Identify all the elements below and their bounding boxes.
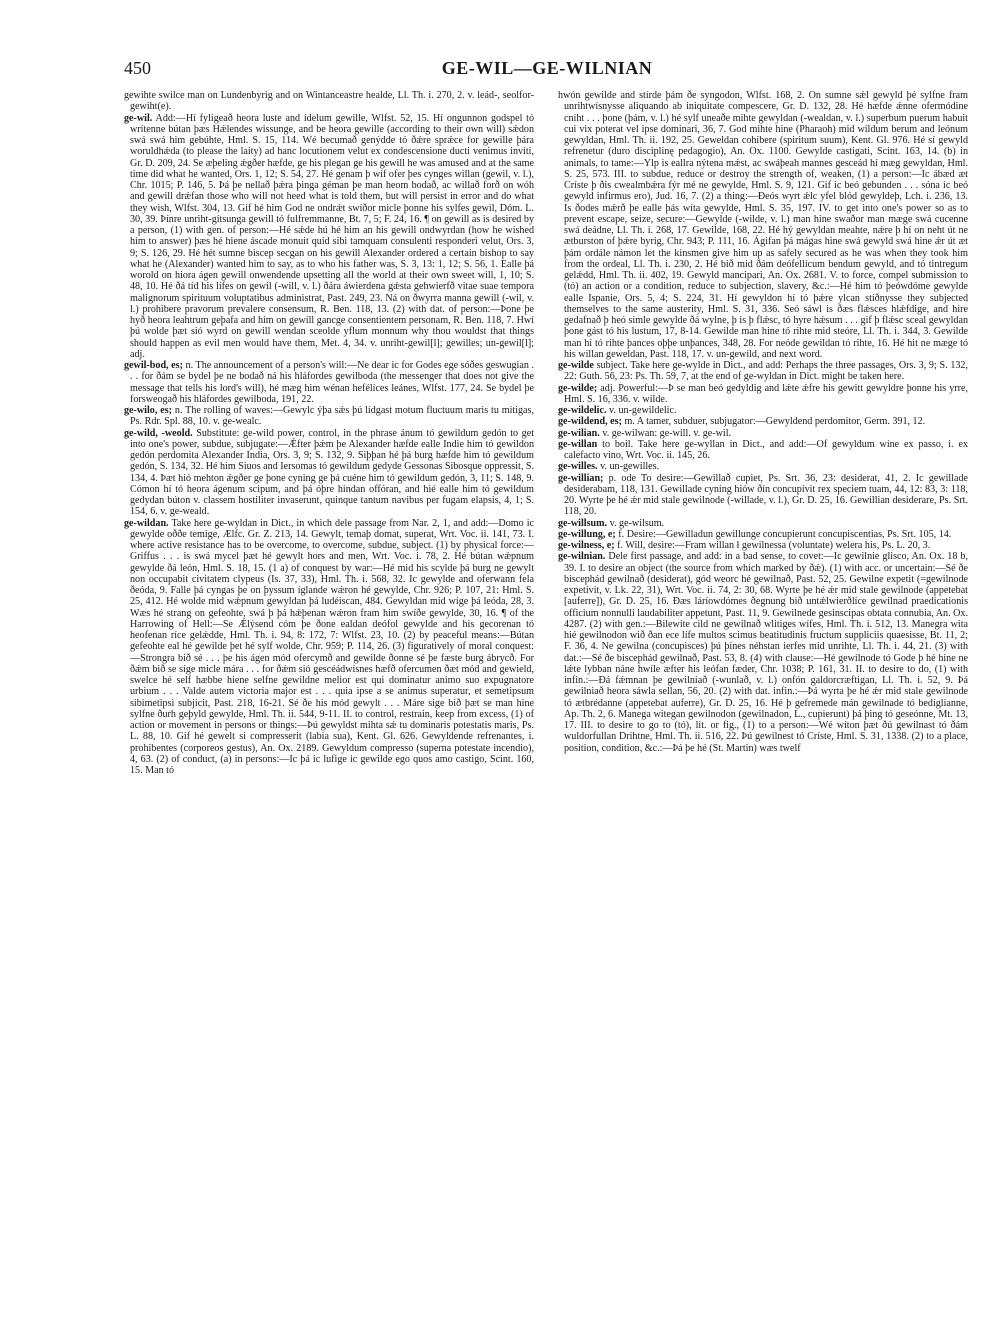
entry-text: adj. Powerful:—Þ se man beó gedyldig and lǽte ǽfre his gewitt gewyldre þonne his yrre, Hml. S. 16, 336. v. wilde. xyxy=(564,382,968,405)
dictionary-entry xyxy=(558,405,968,416)
entry-text: Take here ge-wyldan in Dict., in which dele passage from Nar. 2, 1, and add:—Domo ic gewylde oððe temige, Ælfc. Gr. Z. 213, 14. Gewylt, temaþ domat, superat, Wrt. Voc. ii. 141, 73. I. where active resistance has to be overcome, to overcome, subdue, subject. (1) by physical force:—Griffus . . . is swá mycel þæt hé gewylt hors and men, Wrt. Voc. i. 78, 2. Hé bútan wǽpnum gewylde ðá león, Hml. S. 18, 15. (1 a) of conquest by war:—Hé mid his scylde þá burg ne gewylt non occupabit civitatem clypeus (Is. 37, 33), Hml. Th. i. 568, 32. Ic gewylde and oferwann fela ðeóda, 9. Falle þá cyngas þe on þyssum íglande wǽron hé gewylde, Chr. 926; P. 107, 21: Hml. S. 25, 412. Hé wolde mid wǽpnum gewyldan þá ludéiscan, 484. Gewyldan mid wíge þá leóda, 28, 3. Wæs hé strang on gefeohte, swá þ þá hǽþenan wǽron fram him swíðe gewylde, 30, 16. ¶ of the Harrowing of Hell:—Se Ǽlýsend cóm þe ðone ealdan deófol gewylde and his gecorenan tó heofenan ríce gelǽdde, Hml. Th. i. 94, 8: 172, 7: Wlfst. 23, 10. (2) by peaceful means:—Bútan gefeohte eal hé gewilde þet hé sylf wolde, Chr. 959; P. 114, 26. (3) figuratively of moral conquest:—Strongra bið sé . . . þe his ágen mód ofercymð and gewilde ðonne sé þe fæste burg ábrycð. For ðǽm bið se síge micle mára . . . for ðǽm sió gescéádwísnes hæfð ofercumen ðæt mód and gewield, swelce hé self hæbbe hiene selfne gewildne melior est qui dominatur animo suo expugnatore urbium . . . Valde autem victoria major est . . . quia ipse a se animus superatur, et semetipsum sibimetipsi subjicit, Past. 218, 16-21. Sé ðe his mód gewylt . . . Máre sige bið þæt se man hine sylfne ðurh geþyld gewylde, Hml. Th. ii. 544, 9-11. II. to control, restrain, keep from excess, (1) of action or movement in persons or things:—Þú gewyldst mihta sǽ tu dominaris potestatis maris, Ps. L. 88, 10. Gif hé gewelt si compresserit (labia sua), Kent. Gl. 626. Gewyldende refrenantes, i. prohibentes (corporeos gestus), An. Ox. 2189. Gewyldum compresso (superna potestate incendio), 4, 63. (2) of conduct, (a) in persons:—Ic þá ic lufige ic gewilde ego quos amo castigo, Scint. 160, 15. Man tó xyxy=(130,517,534,776)
entry-text: v. un-gewildelic. xyxy=(609,405,677,416)
entry-headword: ge-willian; xyxy=(558,472,604,484)
dictionary-entry xyxy=(124,90,534,113)
entry-headword: ge-willan xyxy=(558,438,598,450)
entry-text: n. The rolling of waves:—Gewylc ýþa sǽs þú lídgast motum fluctuum maris tu mitigas, Ps. Rdr. Spl. 88, 10. v. ge-wealc. xyxy=(130,405,534,428)
dictionary-entry xyxy=(558,439,968,462)
entry-headword: ge-willung, e; xyxy=(558,528,616,540)
entry-headword: ge-willsum. xyxy=(558,517,608,529)
entry-headword: ge-wild, -weold. xyxy=(124,427,193,439)
dictionary-entry xyxy=(124,428,534,518)
entry-text: f. Desire:—Gewilladun gewillunge concupierunt concupiscentias, Ps. Srt. 105, 14. xyxy=(618,528,952,540)
page-number: 450 xyxy=(124,58,151,78)
entry-headword: gewil-bod, es; xyxy=(124,360,183,371)
entry-headword: ge-wilde; xyxy=(558,382,598,394)
dictionary-entry xyxy=(558,461,968,472)
entry-text: Substitute: ge-wild power, control, in the phrase ánum tó gewildum gedón to get into one's power, subdue, subjugate:—Ǽfter þǽm þe Alexander hæfde ealle Indie him tó gewildon gedón perdomita Alexander India, Ors. 3, 9; S. 132, 9. Siþþan hé þá burg hæfde him tó gewildum gedón, S. 134, 32. Hé him Siuos and Iersomas tó gewildum gedyde Gessonas Sibosque oppressit, S. 134, 4. Þæt hió mehton ǽgðer ge þone cyning ge þá cuéne him tó gewildum gedón, 3, 11; S. 148, 9. Cómon hí tó heora ágenum scipum, and þá óþre hindan offóran, and hié ealle him tó gewildum gedydan búton v. classem hostiliter invaserunt, quinque tantum navibus per fugam elapsis, 4, 1; S. 154, 6. v. ge-weald. xyxy=(130,427,534,518)
dictionary-entry xyxy=(558,529,968,540)
entry-text: v. ge-wilsum. xyxy=(609,517,665,529)
running-head: GE-WIL—GE-WILNIAN xyxy=(441,58,653,78)
entry-headword: ge-wildelic. xyxy=(558,405,607,416)
page-header xyxy=(124,58,970,84)
dictionary-entry xyxy=(558,428,968,439)
dictionary-entry xyxy=(124,405,534,428)
entry-headword: ge-willes. xyxy=(558,461,598,473)
right-column xyxy=(558,90,968,1260)
entry-text: v. un-gewilles. xyxy=(600,461,660,473)
entry-text: n. The announcement of a person's will:—Ne dear ic for Godes ege sóðes geswugian . . . for ðám se bydel þe ne bodað ná his hláfordes gewilboda (the messenger that does not give the message that tells his lord's will), hé mæg him wénan hefélíces leánes, Wlfst. 177, 24. Se bydel þe forsweogað his hláfordes gewilboda, 191, 22. xyxy=(130,360,534,405)
entry-headword: ge-wildan. xyxy=(124,517,169,529)
entry-headword: ge-wilness, e; xyxy=(558,540,615,551)
dictionary-entry xyxy=(124,360,534,405)
entry-headword: ge-wilnian. xyxy=(558,551,606,563)
entry-text: p. ode To desire:—Gewillað cupiet, Ps. Srt. 36, 23: desiderat, 41, 2. Ic gewillade desiderabam, 118, 131. Gewillade cyning hiów ðín concupivit rex speciem tuam, 44, 12: 83, 3: 118, 20. Wyrte þe hé ǽr mid stale gewilnode (-willade, v. l.), Gr. D. 25, 16. Gewillian desiderare, Ps. Srt. 118, 20. xyxy=(564,472,968,518)
entry-text: subject. Take here ge-wylde in Dict., and add: Perhaps the three passages, Ors. 3, 9; S. 132, 22: Guth. 56, 23: Ps. Th. 59, 7, at the end of ge-wyldan in Dict. might be taken here. xyxy=(564,360,968,383)
dictionary-entry xyxy=(558,540,968,551)
entry-headword: ge-wildend, es; xyxy=(558,416,622,428)
entry-headword: ge-wilde xyxy=(558,360,594,371)
entry-headword: ge-wilo, es; xyxy=(124,405,173,416)
dictionary-entry xyxy=(558,416,968,427)
dictionary-entry xyxy=(558,518,968,529)
dictionary-entry xyxy=(124,113,534,361)
entry-text: to boil. Take here ge-wyllan in Dict., and add:—Of gewyldum wíne ex passo, i. ex calefacto vino, Wrt. Voc. ii. 145, 26. xyxy=(564,438,968,461)
dictionary-entry xyxy=(558,90,968,360)
dictionary-entry xyxy=(558,383,968,406)
dictionary-entry xyxy=(558,473,968,518)
entry-text: hwón gewilde and stírde þám ðe syngodon, Wlfst. 168, 2. On sumne sǽl gewyld þé sylfne fram unrihtwísnysse aliquando ab iniquitate compescere, Gr. D. 132, 28. Hé hæfde ǽnne ofermódine cniht . . . þone (þám, v. l.) hé sylf uneaðe mihte gewyldan (-wealdan, v. l.) superbum puerum habuit cui vix poterat vel ipse dominari, 36, 7. God mihte hine (Pharaoh) mid wildum berum and leónum gewyldan, Hml. Th. ii. 192, 25. Geweldan cohibere (spiritum suum), Kent. Gl. 976. Hé sí gewyld refrenetur (duro disciplinę pedagogio), An. Ox. 1100. Gewylde castigati, Scint. 163, 14. (b) in animals, to tame:—Ylp is eallra nýtena mǽst, ac swáþeah mannes gesceád hí mæg gewyldan, Hml. S. 25, 573. III. to subdue, reduce or destroy the strength of, weaken, (1) a person:—Ic ábæd æt Críste þ ðis cwealmbǽra fýr mé ne gewylde, Hml. S. 9, 121. Gif ic beó gebunden . . . sóna ic beó gewyld infirmus ero), Jud. 16, 7. (2) a thing:—Ðeós wyrt ǽlc yfel blód gewyldeþ, Lch. i. 236, 13. Is ðodes mǽrð þe ealle þás wíta gewylde, Hml. S. 35, 197. IV. to get into one's power so as to prevent escape, seize, secure:—Gewylde (-wilde, v. l.) man hine swaðor man mæge swá cucenne swá deádne, Ll. Th. i. 268, 17. Gewilde, 168, 22. Hé hý gewyldan meahte, nǽre þ hí on neht út ne ætburston of þǽre byrig, Chr. 943; P. 111, 16. Ágifan þá mágas hine swá gewyld swá hine ǽr út æt þám ordále námon let the kinsmen give him up as safely secured as he was when they took him from the ordeal, Ll. Th. i. 230, 2. Hé bið mid ðám deófellícum bendum gewyld, and tó tintregum gelǽdd, Hml. Th. ii. 402, 19. Gewyld mancipari, An. Ox. 2681. V. to force, compel submission to (tó) an action or a condition, reduce to subjection, slavery, &c.:—Hé him tó þeówdóme gewylde ealle Ispanie, Ors. 5, 4; S. 224, 31. Hí gewyldon hí tó þǽre ylcan stíðnysse they subjected themselves to the same austerity, Hml. S. 31, 336. Seó sáwl is ðæs flǽsces hlǽfdige, and hire gedafnað þ heó simle gewylde ðá wylne, þ is þ flǽsc, tó hyre hǽsum . . . gif þ flǽsc sceal gewyldan þone gást tó his lustum, 17, 8-14. Gewilde man hine tó rihte mid steóre, Ll. Th. i. 344, 3. Gewilde man hí tó rihte þances oþþe unþances, 348, 28. For neóde gewildan tó rihte, 16. Hé hit ne mæge tó his willan geweldan, Past. 118, 17. v. un-gewild, and next word. xyxy=(558,90,968,360)
entry-text: gewihte swilce man on Lundenbyrig and on Wintanceastre healde, Ll. Th. i. 270, 2. v. leád-, seolfor-gewiht(e). xyxy=(124,90,534,113)
entry-text: v. ge-wilwan: ge-will. v. ge-wil. xyxy=(602,427,732,439)
entry-text: Add:—Hí fyligeað heora luste and ídelum gewille, Wlfst. 52, 15. Hí ongunnon godspel tó wrítenne bútan þæs Hǽlendes wissunge, and be heora gewille (according to their own will) sǽdon swá swá him gebúhte, Hml. S. 15, 114. Wé becumað genýdde tó ðǽre sprǽce for gewille þára woruldhǽda (to please the laity) ad hanc locutionem velut ex condescensione ducti venimus inviti, Gr. D. 209, 24. Se æþeling ǽgðer hæfde, ge his plegan ge his gewill he was amused and at the same time did what he wanted, Ors. 1, 12; S. 54, 27. Hé genam þ wíf ofer þes cynges willan (gewil, v. l.), Chr. 1015; P. 146, 5. Þá þe nellað þǽra þinga géman þe man heom bodað, ac willað forð on wóh and gewill drǽfan those who will not heed what is told them, but will persist in error and do what they wish, Wlfst. 304, 13. Gif hé him God ne ondrǽt swíðor micle þonne his sylfes gewil, Dóm. L. 30, 39. Þínre unriht-gítsunga gewill tó fulfremmanne, Bt. 7, 5; F. 24, 16. ¶ on gewill as is desired by a person, (1) with gen. of person:—Hé sǽde hú hé him an his gewill ondwyrdan (how he wished him to answer) þæs hé hiene áscade monuit quid sibi tamquam consulenti responderi velut, Ors. 3, 9; S. 126, 29. Hé hét sumne biscep secgan on his gewill Alexander ordered a certain bishop to say what he (Alexander) wanted him to say, as to who his father was, S. 3, 13: 1, 12; S. 56, 1. Ealle þá worold on hiora ágen gewill onwendende upsetting all the world at their own sweet will, 1, 10; S. 48, 10. Hé ðá tíd his lífes on gewil (-will, v. l.) ðára áwierdena gǽsta gehwierfð vitae suae tempora malignorum spirituum voluptatibus administrat, Past. 249, 23. Ná on ðwyrra manna gewill (-wil, v. l.) prohibere pravorum prevalere consensum, R. Ben. 118, 13. (2) with dat. of person:—Þone þe hyð heora leahtrum geþafa and him on gewill gancge consentientem personam, R. Ben. 118, 7. Hwí þú wolde þæt sió wyrd on gewill wendan sceolde yflum monnum why thou wouldst that things should happen as evil men would have them, Met. 4, 34. v. unriht-gewil[l]; gewilles; un-gewil[l]; adj. xyxy=(130,112,534,360)
entry-text: m. A tamer, subduer, subjugator:—Gewyldend perdomitor, Germ. 391, 12. xyxy=(624,416,926,428)
left-column xyxy=(124,90,534,1260)
dictionary-entry xyxy=(124,518,534,777)
dictionary-entry xyxy=(558,551,968,754)
entry-text: f. Will, desire:—Fram willan ł gewilnessa (voluntate) welera his, Ps. L. 20, 3. xyxy=(617,540,931,551)
dictionary-entry xyxy=(558,360,968,383)
entry-headword: ge-wilian. xyxy=(558,427,600,439)
entry-text: Dele first passage, and add: in a bad sense, to covet:—Ic gewilnie glisco, An. Ox. 18 b, 39. I. to desire an object (the source from which marked by ðǽ). (1) with acc. or uncertain:—Sé ðe biscephád gewilnað (desiderat), gód weorc hé gewilnað, Past. 52, 25. Gewilne expetit (=gewilnode expetivit, v. Lk. 22, 31), Wrt. Voc. ii. 74, 2: 30, 68. Wyrte þe hé ǽr mid stale gewilnode (appetebat [auferre]), Gr. D. 25, 16. Ðæs láríowdómes ðegnung bið untǽlwierðlíce gewilnad praedicationis officium nonnulli laudabiliter appetunt, Past. 11, 9. Gewilnede gesinscipas obtata connubia, An. Ox. 4287. (2) with gen.:—Bilewite cild ne gewilnað wlitiges wífes, Hml. Th. i. 512, 13. Manegra wita hié gewilnodon wið ðan ece lífe multos scimus beatitudinis fructum suppliciis quaesisse, Bt. 11, 2; F. 36, 4. Ne gewilna (concupisces) þú þínes néhstan ierfes mid unrihte, Ll. Th. i. 44, 21. (3) with dat.:—Sé ðe biscephád gewilnað, Past. 53, 8. (4) with clause:—Hé gewilnode tó Gode þ hé hine ne lǽte lybban náne hwíle æfter his leófan fæder, Chr. 1038; P. 161, 31. II. to desire to do, (1) with infin.:—Ðá fǽmnan þe gewilniað (-wunlað, v. l.) onfón galdorcræftigan, Ll. Th. i. 52, 9. Þá gewilniað heora sáwla sellan, 56, 20. (2) with dat. infin.:—Þá wyrta þe hé ǽr mid stale gewilnode tó ætbrédanne (appetebat auferre), Gr. D. 25, 16. Hé þ gefremede mán gewilnade tó bedíglianne, Ap. Th. 2, 6. Manega witegan gewilnodon (gewilnadon, L., cupierunt) þá þing tó geseónne, Mt. 13, 17. III. to desire to go to (tó), lit. or fig., (1) to a person:—Wé wíton þæt ðú gewilnast tó ðám wuldorfullan Drihtne, Hml. Th. ii. 516, 22. Þú gewilnest tó Críste, Hml. S. 31, 1338. (2) to a place, position, condition, &c.:—Þá þe hé (St. Martin) wæs twelf xyxy=(564,551,968,754)
entry-headword: ge-wil. xyxy=(124,112,153,124)
